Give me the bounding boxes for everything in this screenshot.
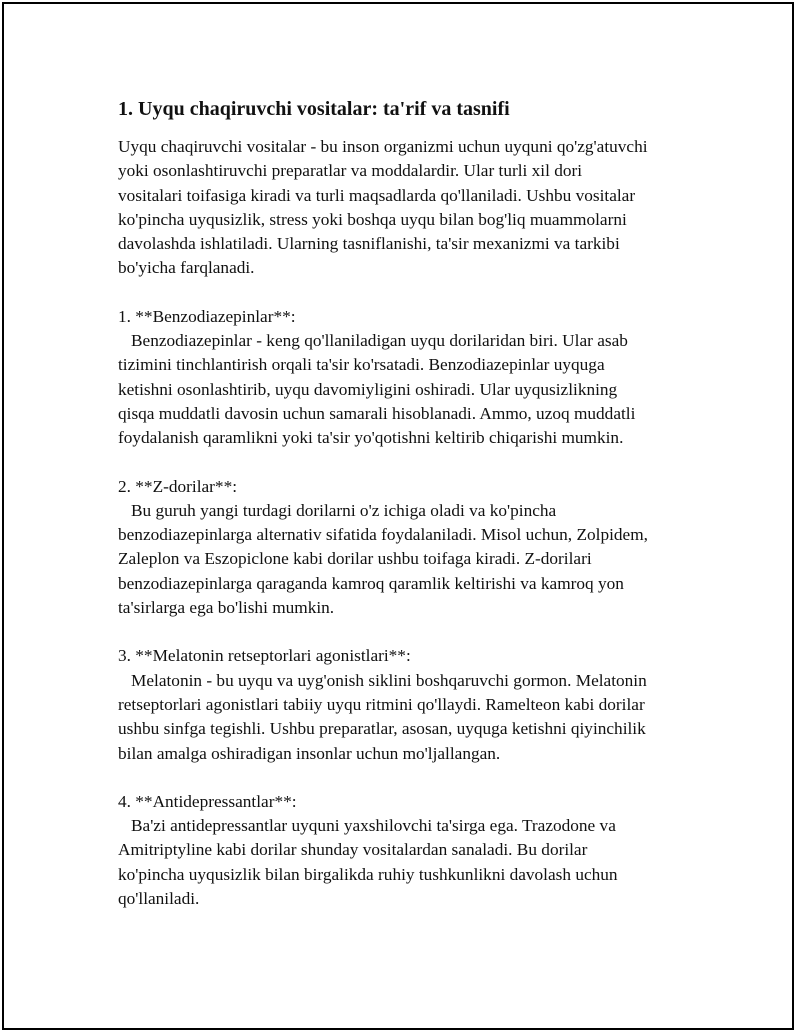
section-line: Melatonin - bu uyqu va uyg'onish siklini boshqaruvchi gormon. Melatonin: [131, 670, 647, 690]
section-line: Bu guruh yangi turdagi dorilarni o'z ichiga oladi va ko'pincha: [131, 500, 557, 520]
document-body: [118, 96, 698, 911]
section-line: bilan amalga oshiradigan insonlar uchun mo'ljallangan.: [118, 743, 501, 763]
intro-line: bo'yicha farqlanadi.: [118, 258, 255, 278]
section-line: Amitriptyline kabi dorilar shunday vositalardan sanaladi. Bu dorilar: [118, 840, 588, 860]
section-line: ta'sirlarga ega bo'lishi mumkin.: [118, 598, 335, 618]
section-title: 4. **Antidepressantlar**:: [118, 791, 297, 811]
section-line: ketishni osonlashtirib, uyqu davomiyligini oshiradi. Ular uyqusizlikning: [118, 379, 618, 399]
section-line: Zaleplon va Eszopiclone kabi dorilar ushbu toifaga kiradi. Z-dorilari: [118, 549, 592, 569]
section-title: 3. **Melatonin retseptorlari agonistlari**:: [118, 646, 411, 666]
section-line: tizimini tinchlantirish orqali ta'sir ko'rsatadi. Benzodiazepinlar uyquga: [118, 355, 605, 375]
section-benzodiazepinlar: [118, 305, 698, 451]
intro-line: vositalari toifasiga kiradi va turli maqsadlarda qo'llaniladi. Ushbu vositalar: [118, 185, 636, 205]
section-title: 1. **Benzodiazepinlar**:: [118, 306, 296, 326]
section-line: ko'pincha uyqusizlik bilan birgalikda ruhiy tushkunlikni davolash uchun: [118, 864, 618, 884]
intro-line: ko'pincha uyqusizlik, stress yoki boshqa uyqu bilan bog'liq muammolarni: [118, 209, 627, 229]
section-line: Ba'zi antidepressantlar uyquni yaxshilovchi ta'sirga ega. Trazodone va: [131, 816, 616, 836]
section-antidepressantlar: [118, 790, 698, 911]
section-line: qisqa muddatli davosin uchun samarali hisoblanadi. Ammo, uzoq muddatli: [118, 403, 636, 423]
section-line: benzodiazepinlarga alternativ sifatida foydalaniladi. Misol uchun, Zolpidem,: [118, 525, 648, 545]
intro-line: Uyqu chaqiruvchi vositalar - bu inson organizmi uchun uyquni qo'zg'atuvchi: [118, 137, 648, 156]
section-line: ushbu sinfga tegishli. Ushbu preparatlar, asosan, uyquga ketishni qiyinchilik: [118, 719, 646, 739]
section-line: Benzodiazepinlar - keng qo'llaniladigan uyqu dorilaridan biri. Ular asab: [131, 331, 628, 351]
section-melatonin-agonistlari: [118, 644, 698, 765]
document-heading: 1. Uyqu chaqiruvchi vositalar: ta'rif va tasnifi: [118, 98, 510, 120]
section-line: retseptorlari agonistlari tabiiy uyqu ritmini qo'llaydi. Ramelteon kabi dorilar: [118, 694, 645, 714]
intro-line: yoki osonlashtiruvchi preparatlar va moddalardir. Ular turli xil dori: [118, 161, 583, 181]
section-title: 2. **Z-dorilar**:: [118, 476, 238, 496]
section-line: qo'llaniladi.: [118, 889, 200, 909]
intro-paragraph: [118, 135, 698, 281]
section-line: foydalanish qaramlikni yoki ta'sir yo'qotishni keltirib chiqarishi mumkin.: [118, 428, 624, 448]
intro-line: davolashda ishlatiladi. Ularning tasniflanishi, ta'sir mexanizmi va tarkibi: [118, 234, 620, 254]
section-line: benzodiazepinlarga qaraganda kamroq qaramlik keltirishi va kamroq yon: [118, 573, 624, 593]
section-z-dorilar: [118, 475, 698, 621]
